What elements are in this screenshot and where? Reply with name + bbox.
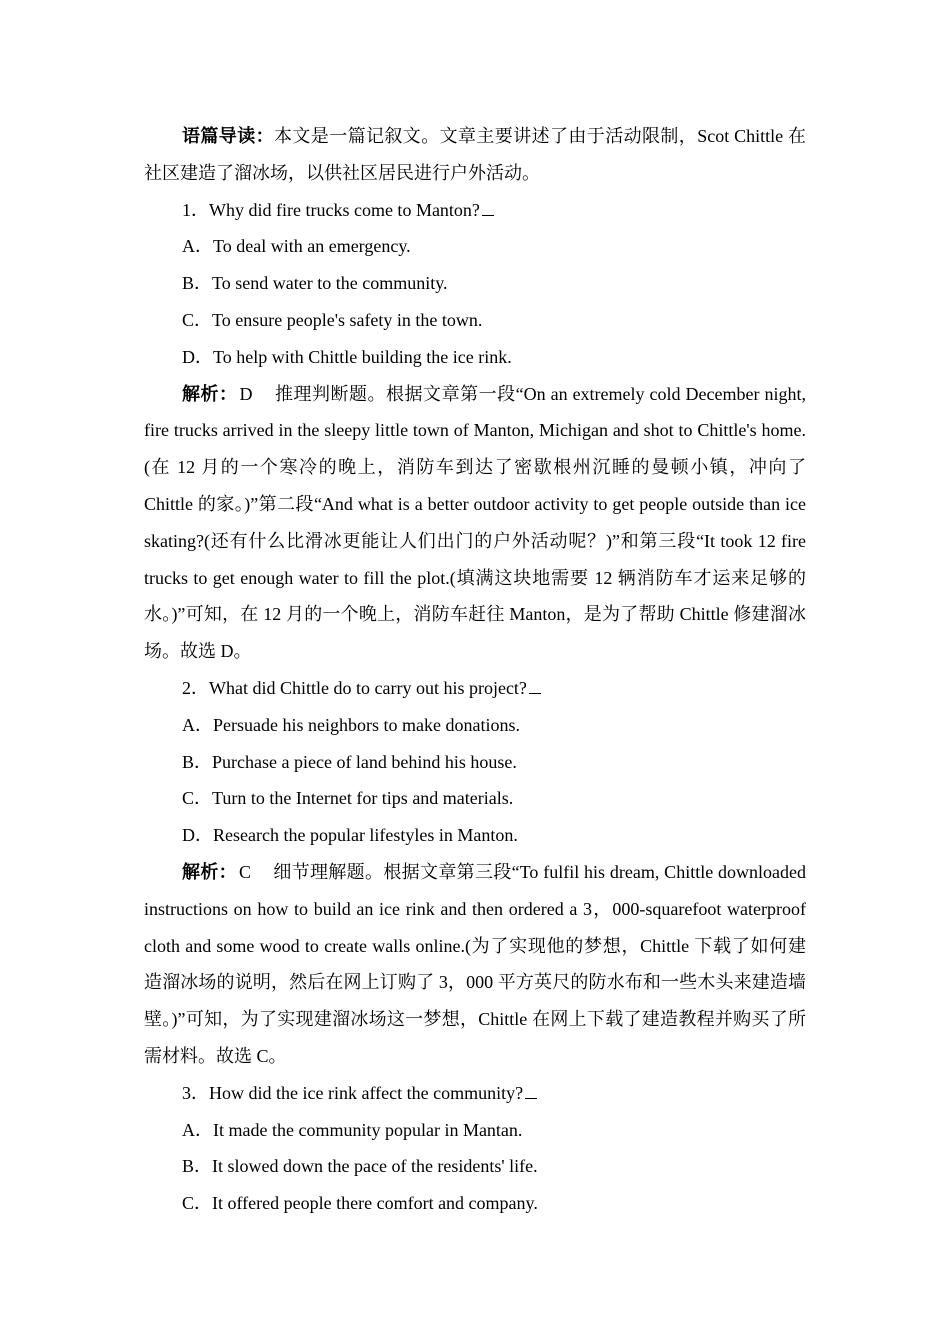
analysis-label: 解析： (182, 861, 237, 882)
reading-guide-text: 本文是一篇记叙文。文章主要讲述了由于活动限制，Scot Chittle 在社区建造了溜冰场，以供社区居民进行户外活动。 (144, 126, 806, 183)
question-2-analysis (144, 854, 806, 1075)
question-2-option-b: B．Purchase a piece of land behind his house. (182, 751, 517, 772)
answer-blank (525, 1097, 537, 1099)
question-1-option-c: C．To ensure people's safety in the town. (182, 309, 483, 330)
question-1-option-d: D．To help with Chittle building the ice rink. (182, 346, 512, 367)
document-page (144, 118, 806, 1222)
question-2-option-a: A．Persuade his neighbors to make donations. (182, 714, 520, 735)
answer-letter: D (239, 383, 253, 404)
analysis-label: 解析： (182, 383, 238, 404)
reading-guide-label: 语篇导读： (182, 126, 274, 146)
question-1-analysis (144, 376, 806, 670)
question-3-stem (144, 1075, 806, 1112)
question-1-text: 1．Why did fire trucks come to Manton? (182, 199, 480, 220)
question-3-option-c: C．It offered people there comfort and company. (182, 1193, 538, 1214)
answer-blank (482, 214, 494, 216)
question-3-option-b: B．It slowed down the pace of the residents' life. (182, 1156, 538, 1177)
answer-blank (529, 692, 541, 694)
analysis-text: 推理判断题。根据文章第一段“On an extremely cold December night, fire trucks arrived in the sleepy little town of Manton, Michigan and shot to Chittle's home.(在 12 月的一个寒冷的晚上，消防车到达了密歇根州沉睡的曼顿小镇，冲向了 Chittle 的家。)”第二段“And what is a better outdoor activity to get people outside than ice skating?(还有什么比滑冰更能让人们出门的户外活动呢？)”和第三段“It took 12 fire trucks to get enough water to fill the plot.(填满这块地需要 12 辆消防车才运来足够的水。)”可知，在 12 月的一个晚上，消防车赶往 Manton，是为了帮助 Chittle 修建溜冰场。故选 D。 (144, 383, 806, 662)
question-2-option-d: D．Research the popular lifestyles in Manton. (182, 825, 518, 846)
question-3-text: 3．How did the ice rink affect the community? (182, 1082, 524, 1103)
question-2-option-c: C．Turn to the Internet for tips and materials. (182, 788, 514, 809)
question-1-option-b: B．To send water to the community. (182, 273, 448, 294)
question-3-option-a: A．It made the community popular in Mantan. (182, 1119, 523, 1140)
question-1-option-a: A．To deal with an emergency. (182, 236, 411, 257)
reading-guide (144, 118, 806, 192)
question-2-text: 2．What did Chittle do to carry out his project? (182, 677, 527, 698)
question-2-stem (144, 670, 806, 707)
answer-letter: C (239, 861, 252, 882)
analysis-text: 细节理解题。根据文章第三段“To fulfil his dream, Chittle downloaded instructions on how to build an ice rink and then ordered a 3，000-squarefoot waterproof cloth and some wood to create walls online.(为了实现他的梦想，Chittle 下载了如何建造溜冰场的说明，然后在网上订购了 3，000 平方英尺的防水布和一些木头来建造墙壁。)”可知，为了实现建溜冰场这一梦想，Chittle 在网上下载了建造教程并购买了所需材料。故选 C。 (144, 861, 806, 1066)
question-1-stem (144, 192, 806, 229)
